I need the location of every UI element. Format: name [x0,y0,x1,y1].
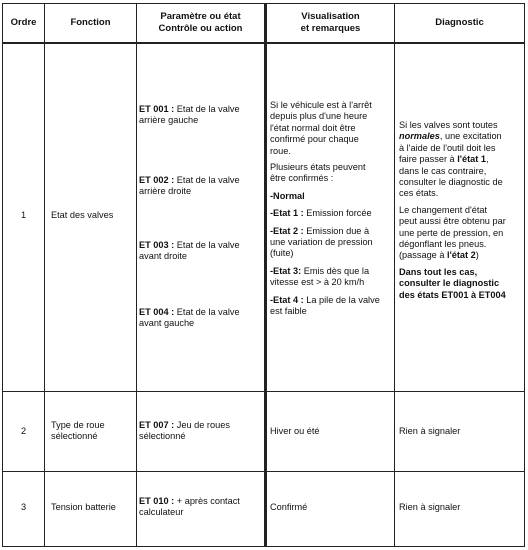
header-diagnostic [395,4,524,42]
diag-text: à l'aide de l'outil doit les [399,142,496,153]
param-text: Etat de la valve [174,240,240,250]
param-text: avant gauche [139,318,195,329]
param-text: avant droite [139,251,188,262]
diag-text: dans le cas contraire, [399,165,487,176]
row-divider [3,471,524,472]
header-fonction-label: Fonction [70,17,111,28]
visu-etat-label: -Etat 1 : [270,208,304,219]
visu-normal: -Normal [270,190,305,201]
visu-text: Emis dès que la [301,265,370,276]
header-fonction [45,4,136,42]
param-et001 [139,104,261,127]
row3-ordre: 3 [20,502,27,512]
fonction-text: sélectionné [51,431,98,442]
param-et010 [139,496,261,519]
diag-emphasis: normales [399,131,440,142]
visu-etat-label: -Etat 4 : [270,294,304,305]
column-divider [264,4,267,546]
visu-text: La pile de la valve [303,294,380,305]
diag-emphasis: Dans tout les cas, [399,266,478,277]
diag-text: (passage à [399,250,448,261]
diagnostic-table [2,3,525,547]
row1-ordre: 1 [20,210,27,220]
header-parametre [137,4,264,42]
fonction-text: Type de roue [51,420,105,430]
column-divider [394,4,395,546]
diag-emphasis: des états ET001 à ET004 [399,289,506,300]
header-visualisation-line2: et remarques [300,23,361,34]
diag-text: , [485,154,489,165]
diag-text: Si les valves sont toutes [399,120,498,130]
diag-text: ) [475,250,479,261]
param-et007 [139,420,261,443]
diag-text: consulter le diagnostic de [399,177,503,188]
row2-visualisation: Hiver ou été [270,426,320,436]
header-visualisation [267,4,394,42]
param-code: ET 007 : [139,420,175,430]
visu-text: Plusieurs états peuvent [270,162,366,173]
diag-emphasis: consulter le diagnostic [399,278,500,289]
visu-text: Emission due à [303,225,370,236]
visu-etat-label: -Etat 2 : [270,225,304,236]
param-code: ET 010 : [139,496,175,506]
visu-text: (fuite) [270,248,294,259]
param-text: Etat de la valve [174,104,240,114]
param-code: ET 001 : [139,104,175,114]
row2-diagnostic: Rien à signaler [399,426,461,436]
visu-text: Si le véhicule est à l'arrêt [270,100,372,110]
row1-diagnostic [399,120,523,301]
diag-text: faire passer à [399,154,458,165]
param-et003 [139,240,261,263]
param-text: sélectionné [139,431,186,442]
row1-visualisation [270,100,392,318]
param-code: ET 004 : [139,307,175,317]
diag-emphasis: l'état 1 [457,154,486,165]
param-code: ET 003 : [139,240,175,250]
visu-text: l'état normal doit être [270,122,356,133]
visu-text: vitesse est > à 20 km/h [270,277,365,288]
column-divider [44,4,45,546]
param-text: calculateur [139,507,184,518]
param-et002 [139,175,261,198]
header-visualisation-line1: Visualisation [301,11,360,22]
header-parametre-line2: Contrôle ou action [158,23,243,34]
diag-emphasis: l'état 2 [447,250,476,261]
param-text: Etat de la valve [174,307,240,317]
diag-text: Le changement d'état [399,204,488,215]
column-divider [136,4,137,546]
diag-text: , une excitation [439,131,502,142]
param-text: + après contact [174,496,240,506]
header-ordre-label: Ordre [10,17,37,28]
row3-visualisation: Confirmé [270,502,308,512]
row3-diagnostic: Rien à signaler [399,502,461,512]
param-text: arrière gauche [139,115,199,126]
visu-text: est faible [270,306,307,317]
diag-text: dégonflant les pneus. [399,239,487,250]
row3-fonction: Tension batterie [51,502,116,512]
header-ordre [3,4,44,42]
header-divider [3,42,524,44]
header-parametre-line1: Paramètre ou état [160,11,241,22]
visu-text: être confirmés : [270,173,334,184]
visu-text: une variation de pression [270,237,373,248]
visu-text: confirmé pour chaque [270,134,359,145]
visu-etat-label: -Etat 3: [270,265,302,276]
visu-text: Emission forcée [303,208,372,219]
row2-fonction [51,420,136,443]
header-diagnostic-label: Diagnostic [435,17,484,28]
param-text: Jeu de roues [174,420,230,430]
row1-fonction: Etat des valves [51,210,114,220]
diag-text: peut aussi être obtenu par [399,216,506,227]
param-code: ET 002 : [139,175,175,185]
row-divider [3,391,524,392]
param-text: Etat de la valve [174,175,240,185]
diag-text: une perte de pression, en [399,227,504,238]
param-et004 [139,307,261,330]
visu-text: depuis plus d'une heure [270,111,368,122]
param-text: arrière droite [139,186,192,197]
visu-text: roue. [270,145,291,156]
diag-text: ces états. [399,188,439,199]
row2-ordre: 2 [20,426,27,436]
